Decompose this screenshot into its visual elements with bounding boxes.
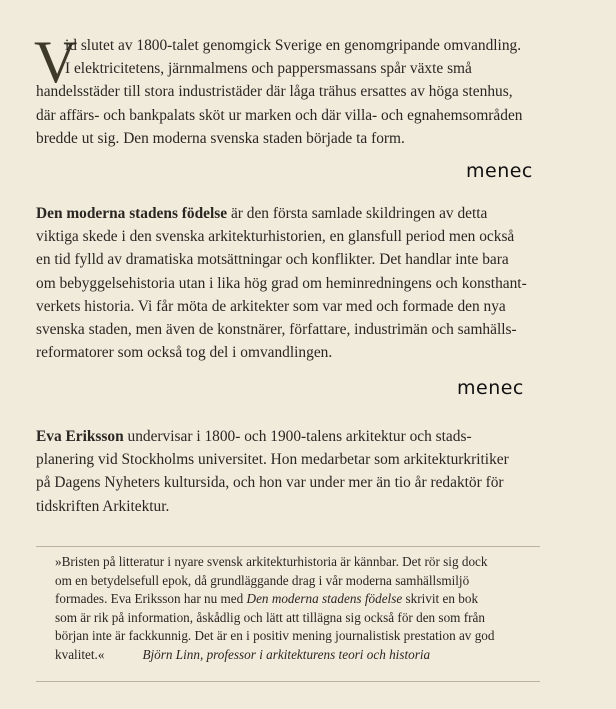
divider — [36, 681, 540, 682]
quote-line — [55, 590, 555, 609]
watermark: menec — [457, 377, 524, 399]
author-line: tidskriften Arkitektur. — [36, 497, 170, 515]
author-name: Eva Eriksson — [36, 428, 124, 445]
book-line — [36, 202, 584, 225]
intro-paragraph — [34, 29, 584, 150]
quote-text: skrivit en bok — [402, 591, 479, 607]
book-line: verkets historia. Vi får möta de arkitekter som var med och formade den nya — [36, 297, 506, 315]
review-quote — [55, 553, 555, 665]
quote-line: som är rik på information, åskådlig och lätt att tillägna sig också för den som från — [55, 609, 485, 625]
quote-text: kvalitet.« — [55, 646, 105, 662]
book-line: viktiga skede i den svenska arkitekturhistorien, en glansfull period men också — [36, 228, 515, 246]
quote-line: om en betydelsefull epok, då grundläggande drag i vår moderna samhällsmiljö — [55, 572, 470, 588]
quote-line — [55, 646, 555, 665]
author-line: planering vid Stockholms universitet. Hon medarbetar som arkitekturkritiker — [36, 451, 509, 469]
author-line — [36, 425, 584, 448]
quote-attribution: Björn Linn, professor i arkitekturens teori och historia — [142, 646, 431, 662]
author-paragraph — [36, 425, 584, 518]
quote-text: formades. Eva Eriksson har nu med — [55, 591, 247, 607]
book-line: en tid fylld av dramatiska motsättningar och konflikter. Det handlar inte bara — [36, 251, 509, 269]
watermark: menec — [466, 160, 533, 182]
drop-cap: V — [34, 29, 78, 95]
book-paragraph — [36, 202, 584, 364]
book-line: reformatorer som också tog del i omvandlingen. — [36, 344, 333, 362]
divider — [36, 546, 540, 547]
intro-line: bredde ut sig. Den moderna svenska staden började ta form. — [36, 129, 405, 147]
quote-line: början inte är fackkunnig. Det är en i positiv mening journalistisk prestation av god — [55, 628, 495, 644]
quote-line: »Bristen på litteratur i nyare svensk arkitekturhistoria är kännbar. Det rör sig dock — [55, 554, 488, 569]
book-title: Den moderna stadens födelse — [36, 205, 228, 222]
book-line: om bebyggelsehistoria utan i lika hög grad om heminredningens och konsthant- — [36, 274, 527, 292]
book-line-text: är den första samlade skildringen av detta — [227, 205, 488, 222]
intro-line: I elektricitetens, järnmalmens och pappersmassans spår växte små — [65, 60, 472, 78]
quote-book-title: Den moderna stadens födelse — [246, 591, 403, 607]
intro-line: id slutet av 1800-talet genomgick Sverige en genomgripande omvandling. — [65, 37, 522, 54]
intro-line: handelsstäder till stora industristäder där låga trähus ersattes av höga stenhus, — [36, 83, 513, 101]
book-line: svenska staden, men även de konstnärer, författare, industrimän och samhälls- — [36, 321, 517, 339]
author-line: på Dagens Nyheters kultursida, och hon var under mer än tio år redaktör för — [36, 474, 504, 492]
intro-line: där affärs- och bankpalats sköt ur marken och där villa- och egnahemsområden — [36, 106, 523, 124]
author-line-text: undervisar i 1800- och 1900-talens arkitektur och stads- — [123, 428, 472, 445]
